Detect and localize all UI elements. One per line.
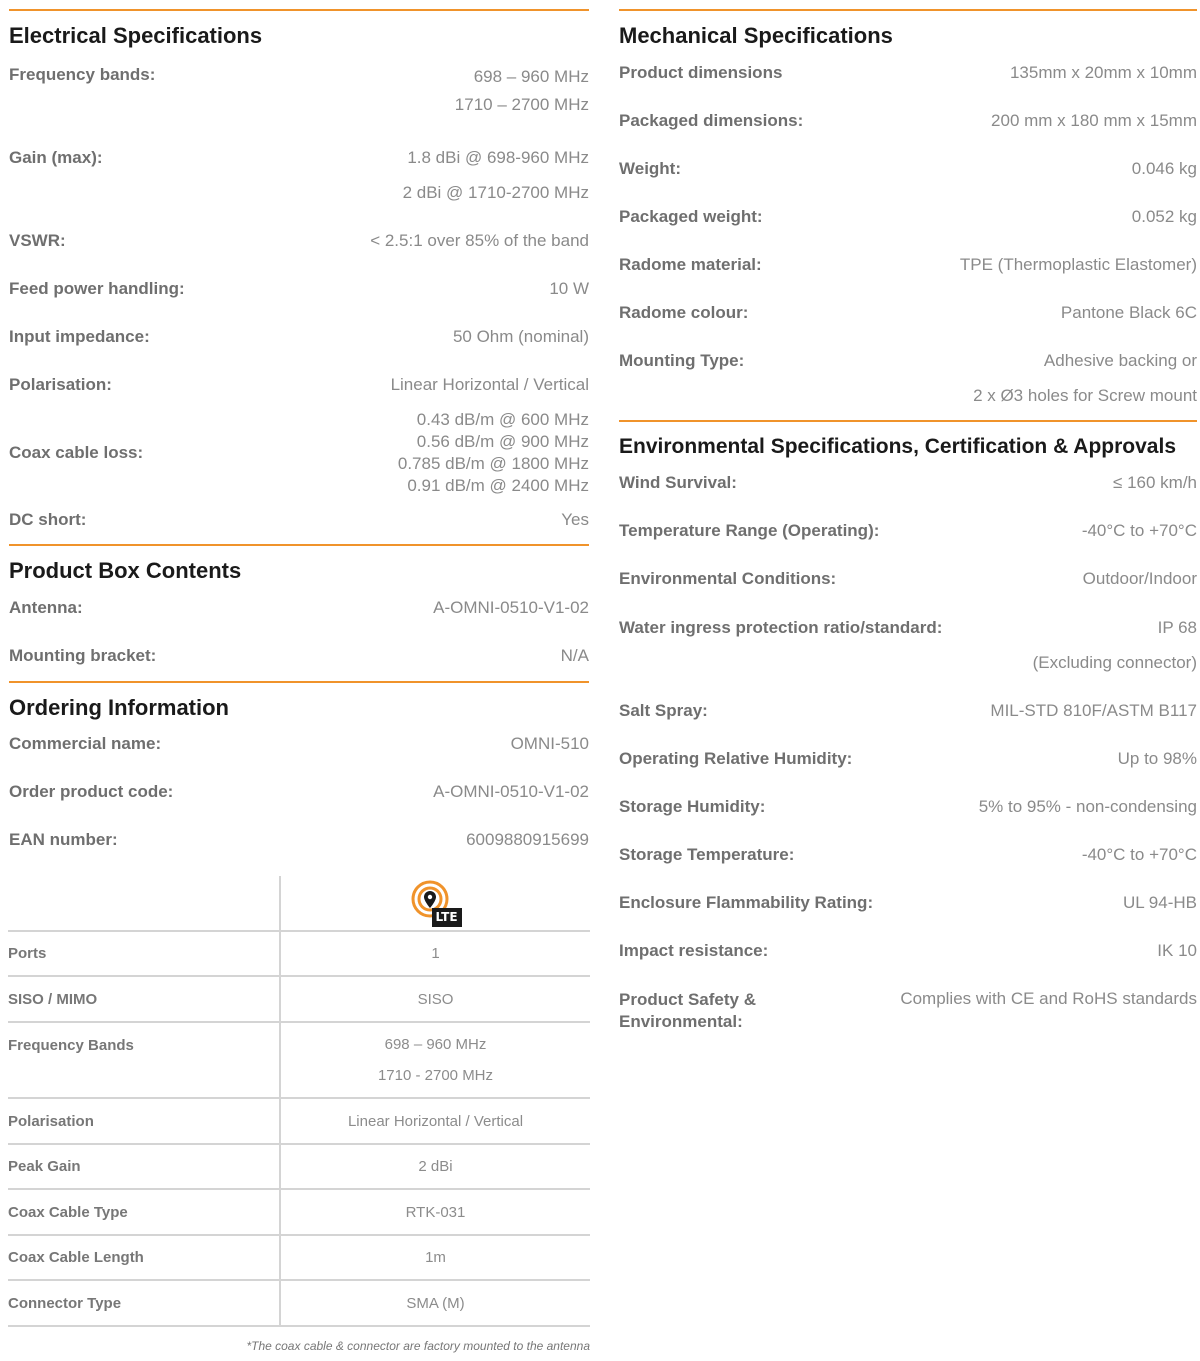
- spec-row-salt-spray: [619, 701, 1197, 721]
- spec-label: VSWR:: [9, 231, 66, 250]
- spec-row-order-code: [9, 782, 589, 802]
- spec-value: Linear Horizontal / Vertical: [390, 375, 589, 394]
- spec-label: Packaged dimensions:: [619, 111, 804, 130]
- table-row-value: Linear Horizontal / Vertical: [347, 1112, 524, 1130]
- spec-value: Outdoor/Indoor: [1082, 569, 1197, 588]
- spec-label: Frequency bands:: [9, 65, 156, 84]
- spec-label: Mounting Type:: [619, 351, 745, 370]
- spec-label: Radome colour:: [619, 303, 749, 322]
- spec-value: 10 W: [549, 279, 589, 298]
- spec-row-vswr: [9, 231, 589, 251]
- spec-row-packaged-weight: [619, 207, 1197, 227]
- table-row-value: RTK-031: [405, 1203, 466, 1221]
- spec-row-dc-short: [9, 510, 589, 530]
- spec-label: Water ingress protection ratio/standard:: [619, 618, 943, 637]
- spec-row-flammability: [619, 893, 1197, 913]
- spec-row-polarisation: [9, 375, 589, 395]
- spec-label: Product dimensions: [619, 63, 783, 82]
- table-row: [8, 1236, 590, 1281]
- spec-table: [8, 876, 590, 1327]
- spec-value: Yes: [561, 510, 589, 529]
- lte-badge-label: LTE: [435, 910, 458, 924]
- table-row: [8, 977, 590, 1023]
- spec-label: Enclosure Flammability Rating:: [619, 893, 874, 912]
- spec-value: A-OMNI-0510-V1-02: [433, 782, 589, 801]
- spec-label: Radome material:: [619, 255, 762, 274]
- spec-value: 0.046 kg: [1131, 159, 1197, 178]
- table-row: [8, 1281, 590, 1327]
- table-row: [8, 1145, 590, 1190]
- spec-row-radome-material: [619, 255, 1197, 275]
- box-contents-rule: [9, 544, 589, 546]
- table-row-label: Peak Gain: [8, 1145, 281, 1188]
- lte-signal-icon: [410, 878, 462, 928]
- table-row-label: Coax Cable Length: [8, 1236, 281, 1279]
- spec-label: Environmental Conditions:: [619, 569, 837, 588]
- spec-label: Operating Relative Humidity:: [619, 749, 853, 768]
- spec-row-gain: [9, 148, 589, 210]
- table-row: [8, 1023, 590, 1099]
- table-row-label: Polarisation: [8, 1099, 281, 1143]
- table-row: [8, 1099, 590, 1145]
- table-row-label: Frequency Bands: [8, 1023, 281, 1097]
- spec-label: Salt Spray:: [619, 701, 708, 720]
- spec-row-ean: [9, 830, 589, 850]
- table-row-value: SISO: [417, 990, 454, 1008]
- spec-row-input-impedance: [9, 327, 589, 347]
- spec-row-water-ingress: [619, 618, 1197, 680]
- spec-value: 698 – 960 MHz 1710 – 2700 MHz: [454, 67, 589, 114]
- mechanical-title: Mechanical Specifications: [619, 23, 893, 48]
- table-row-value: SMA (M): [406, 1294, 465, 1312]
- spec-value: IP 68 (Excluding connector): [1032, 618, 1197, 672]
- table-row: [8, 1190, 590, 1236]
- table-footnote: *The coax cable & connector are factory mounted to the antenna: [246, 1339, 590, 1353]
- spec-label: Mounting bracket:: [9, 646, 157, 665]
- spec-value: 6009880915699: [466, 830, 589, 849]
- spec-row-coax-loss: [9, 409, 589, 497]
- spec-value: 135mm x 20mm x 10mm: [1009, 63, 1197, 82]
- spec-label: EAN number:: [9, 830, 118, 849]
- spec-row-commercial-name: [9, 734, 589, 754]
- spec-value: IK 10: [1157, 941, 1197, 960]
- table-row: [8, 932, 590, 977]
- table-header-icon-cell: [281, 876, 590, 930]
- spec-row-storage-temperature: [619, 845, 1197, 865]
- spec-label: Weight:: [619, 159, 682, 178]
- spec-row-impact-resistance: [619, 941, 1197, 961]
- spec-row-packaged-dimensions: [619, 111, 1197, 131]
- spec-value: UL 94-HB: [1122, 893, 1197, 912]
- spec-value: 0.052 kg: [1131, 207, 1197, 226]
- spec-label: Commercial name:: [9, 734, 162, 753]
- spec-row-product-safety: [619, 989, 1197, 1033]
- spec-label: Packaged weight:: [619, 207, 763, 226]
- spec-row-wind-survival: [619, 473, 1197, 493]
- spec-label: Polarisation:: [9, 375, 112, 394]
- spec-value: Complies with CE and RoHS standards: [900, 989, 1197, 1008]
- table-row-label: Coax Cable Type: [8, 1190, 281, 1234]
- spec-value: 1.8 dBi @ 698-960 MHz 2 dBi @ 1710-2700 MHz: [402, 148, 589, 202]
- spec-value: Up to 98%: [1117, 749, 1197, 768]
- spec-label: Gain (max):: [9, 148, 103, 167]
- spec-row-antenna: [9, 598, 589, 618]
- spec-label: Wind Survival:: [619, 473, 737, 492]
- spec-value: 0.43 dB/m @ 600 MHz 0.56 dB/m @ 900 MHz 0.785 dB/m @ 1800 MHz 0.91 dB/m @ 2400 MHz: [397, 410, 589, 495]
- electrical-rule: [9, 9, 589, 11]
- box-contents-title: Product Box Contents: [9, 558, 242, 583]
- spec-label: Order product code:: [9, 782, 174, 801]
- spec-label: DC short:: [9, 510, 87, 529]
- spec-value: -40°C to +70°C: [1081, 521, 1197, 540]
- ordering-title: Ordering Information: [9, 695, 229, 720]
- environmental-rule: [619, 420, 1197, 422]
- spec-value: MIL-STD 810F/ASTM B117: [990, 701, 1197, 720]
- spec-value: -40°C to +70°C: [1081, 845, 1197, 864]
- spec-value: 200 mm x 180 mm x 15mm: [991, 111, 1197, 130]
- spec-label: Antenna:: [9, 598, 83, 617]
- spec-value: < 2.5:1 over 85% of the band: [370, 231, 589, 250]
- spec-label: Coax cable loss:: [9, 443, 144, 462]
- table-row-label: Ports: [8, 932, 281, 975]
- spec-label: Storage Temperature:: [619, 845, 795, 864]
- spec-row-product-dimensions: [619, 63, 1197, 83]
- ordering-rule: [9, 681, 589, 683]
- table-row-value: 1m: [425, 1249, 446, 1266]
- spec-value: ≤ 160 km/h: [1113, 473, 1197, 492]
- spec-row-frequency-bands: [9, 63, 589, 119]
- spec-row-feed-power: [9, 279, 589, 299]
- spec-row-temperature-operating: [619, 521, 1197, 541]
- spec-label: Feed power handling:: [9, 279, 185, 298]
- table-header-row: [8, 876, 590, 932]
- spec-value: A-OMNI-0510-V1-02: [433, 598, 589, 617]
- spec-label: Impact resistance:: [619, 941, 769, 960]
- spec-value: 5% to 95% - non-condensing: [978, 797, 1197, 816]
- environmental-title: Environmental Specifications, Certification & Approvals: [619, 435, 1177, 458]
- spec-value: N/A: [560, 646, 589, 665]
- spec-row-mounting-type: [619, 351, 1197, 413]
- spec-label: Product Safety & Environmental:: [619, 990, 756, 1031]
- table-row-label: Connector Type: [8, 1281, 281, 1325]
- spec-value: Pantone Black 6C: [1060, 303, 1197, 322]
- spec-row-weight: [619, 159, 1197, 179]
- table-row-value: 2 dBi: [418, 1158, 453, 1175]
- spec-row-operating-humidity: [619, 749, 1197, 769]
- table-row-value: 1: [431, 945, 440, 962]
- spec-value: Adhesive backing or 2 x Ø3 holes for Screw mount: [973, 351, 1197, 405]
- mechanical-rule: [619, 9, 1197, 11]
- spec-label: Temperature Range (Operating):: [619, 521, 880, 540]
- spec-label: Input impedance:: [9, 327, 150, 346]
- table-row-label: SISO / MIMO: [8, 977, 281, 1021]
- spec-value: TPE (Thermoplastic Elastomer): [959, 255, 1197, 274]
- spec-row-environmental-conditions: [619, 569, 1197, 589]
- spec-row-storage-humidity: [619, 797, 1197, 817]
- spec-row-mounting-bracket: [9, 646, 589, 666]
- spec-value: 50 Ohm (nominal): [452, 327, 589, 346]
- electrical-title: Electrical Specifications: [9, 23, 263, 48]
- table-header-empty: [8, 876, 281, 930]
- spec-value: OMNI-510: [510, 734, 589, 753]
- spec-row-radome-colour: [619, 303, 1197, 323]
- table-row-value: 698 – 960 MHz 1710 - 2700 MHz: [377, 1036, 494, 1084]
- spec-label: Storage Humidity:: [619, 797, 766, 816]
